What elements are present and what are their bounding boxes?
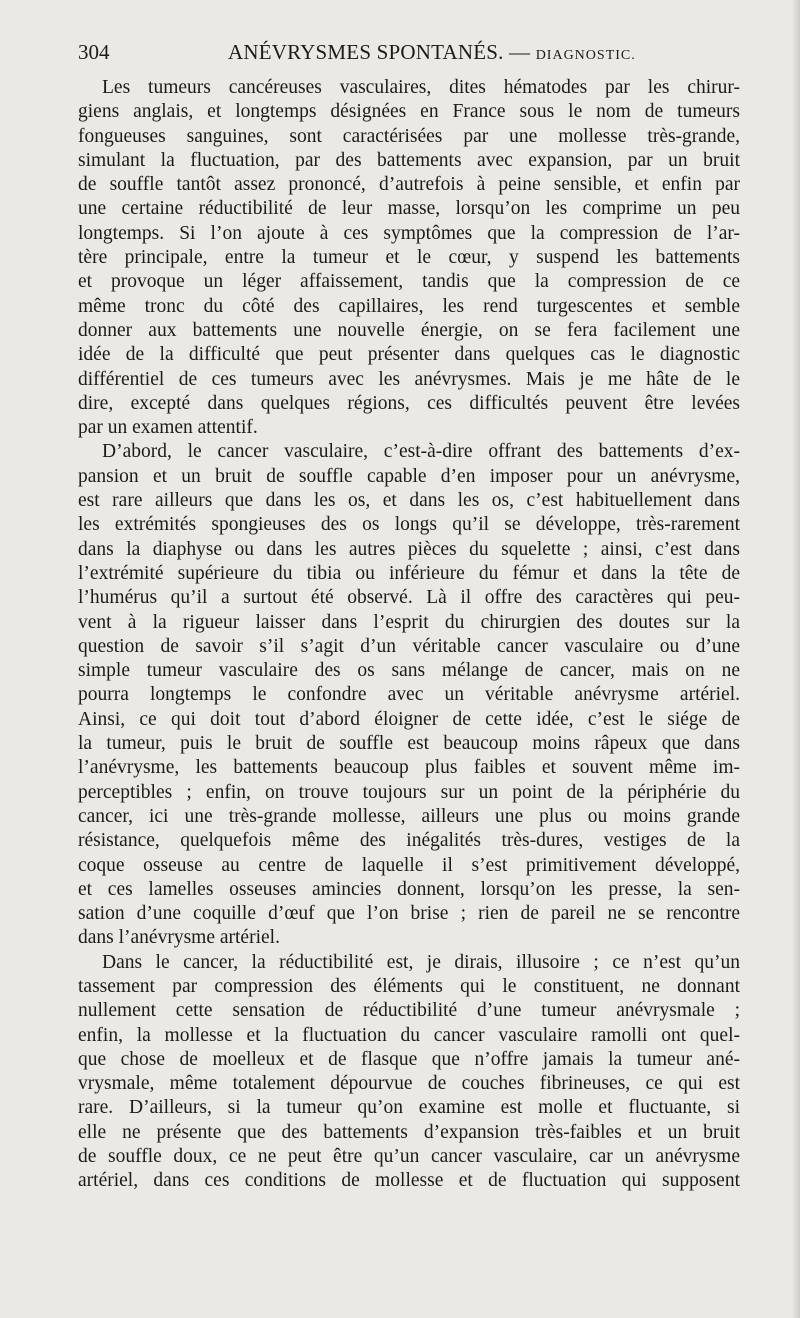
running-section: DIAGNOSTIC. bbox=[535, 48, 636, 63]
page-edge-shadow bbox=[792, 0, 800, 1318]
text-line: l’humérus qu’il a surtout été observé. Là il offre des caractères qui peu- bbox=[78, 587, 740, 609]
running-title bbox=[228, 40, 636, 65]
text-line: perceptibles ; enfin, on trouve toujours sur un point de la périphérie du bbox=[78, 781, 740, 803]
text-line: idée de la difficulté que peut présenter dans quelques cas le diagnostic bbox=[78, 344, 740, 366]
text-line: longtemps. Si l’on ajoute à ces symptômes que la compression de l’ar- bbox=[78, 222, 740, 244]
text-line: cancer, ici une très-grande mollesse, ailleurs une plus ou moins grande bbox=[78, 805, 740, 827]
paragraph-3 bbox=[78, 951, 740, 1194]
text-line: question de savoir s’il s’agit d’un véritable cancer vasculaire ou d’une bbox=[78, 635, 740, 657]
text-line: même tronc du côté des capillaires, les rend turgescentes et semble bbox=[78, 295, 740, 317]
text-line: l’anévrysme, les battements beaucoup plus faibles et souvent même im- bbox=[78, 757, 740, 779]
text-line: fongueuses sanguines, sont caractérisées par une mollesse très-grande, bbox=[78, 125, 740, 147]
running-head bbox=[78, 40, 742, 70]
text-line: simulant la fluctuation, par des battements avec expansion, par un bruit bbox=[78, 149, 740, 171]
text-line: D’abord, le cancer vasculaire, c’est-à-dire offrant des battements d’ex- bbox=[102, 441, 740, 463]
text-line: pourra longtemps le confondre avec un véritable anévrysme artériel. bbox=[78, 684, 740, 706]
text-line: et provoque un léger affaissement, tandis que la compression de ce bbox=[78, 271, 740, 293]
text-line: pansion et un bruit de souffle capable d’en imposer pour un anévrysme, bbox=[78, 465, 740, 487]
body-text bbox=[78, 76, 740, 1194]
text-line: résistance, quelquefois même des inégalités très-dures, vestiges de la bbox=[78, 830, 740, 852]
text-line: les extrémités spongieuses des os longs qu’il se développe, très-rarement bbox=[78, 514, 740, 536]
text-line: vent à la rigueur laisser dans l’esprit du chirurgien des doutes sur la bbox=[78, 611, 740, 633]
text-line: elle ne présente que des battements d’expansion très-faibles et un bruit bbox=[78, 1121, 740, 1143]
text-line: que chose de moelleux et de flasque que n’offre jamais la tumeur ané- bbox=[78, 1048, 740, 1070]
text-line: Dans le cancer, la réductibilité est, je dirais, illusoire ; ce n’est qu’un bbox=[102, 951, 740, 973]
running-head-separator: — bbox=[509, 40, 531, 64]
text-line: et ces lamelles osseuses amincies donnent, lorsqu’on les presse, la sen- bbox=[78, 878, 740, 900]
paragraph-2 bbox=[78, 440, 740, 950]
text-line: la tumeur, puis le bruit de souffle est beaucoup moins râpeux que dans bbox=[78, 733, 740, 755]
text-line: enfin, la mollesse et la fluctuation du cancer vasculaire ramolli ont quel- bbox=[78, 1024, 740, 1046]
text-line: de souffle tantôt assez prononcé, d’autrefois à peine sensible, et enfin par bbox=[78, 174, 740, 196]
text-line: simple tumeur vasculaire des os sans mélange de cancer, mais on ne bbox=[78, 660, 740, 682]
text-line: dans l’anévrysme artériel. bbox=[78, 927, 280, 949]
text-line: tassement par compression des éléments qui le constituent, ne donnant bbox=[78, 975, 740, 997]
paragraph-1 bbox=[78, 76, 740, 440]
text-line: de souffle doux, ce ne peut être qu’un cancer vasculaire, car un anévrysme bbox=[78, 1146, 740, 1168]
text-line: par un examen attentif. bbox=[78, 417, 258, 439]
text-line: l’extrémité supérieure du tibia ou inférieure du fémur et dans la tête de bbox=[78, 562, 740, 584]
text-line: tère principale, entre la tumeur et le cœur, y suspend les battements bbox=[78, 247, 740, 269]
text-line: coque osseuse au centre de laquelle il s’est primitivement développé, bbox=[78, 854, 740, 876]
text-line: est rare ailleurs que dans les os, et dans les os, c’est habituellement dans bbox=[78, 490, 740, 512]
text-line: une certaine réductibilité de leur masse, lorsqu’on les comprime un peu bbox=[78, 198, 740, 220]
text-line: nullement cette sensation de réductibilité d’une tumeur anévrysmale ; bbox=[78, 1000, 740, 1022]
text-line: dire, excepté dans quelques régions, ces difficultés peuvent être levées bbox=[78, 392, 740, 414]
text-line: Ainsi, ce qui doit tout d’abord éloigner de cette idée, c’est le siége de bbox=[78, 708, 740, 730]
text-line: giens anglais, et longtemps désignées en France sous le nom de tumeurs bbox=[78, 101, 740, 123]
text-line: artériel, dans ces conditions de mollesse et de fluctuation qui supposent bbox=[78, 1170, 740, 1192]
running-title-text: ANÉVRYSMES SPONTANÉS. bbox=[228, 40, 504, 64]
page-number: 304 bbox=[78, 40, 110, 64]
text-line: sation d’une coquille d’œuf que l’on brise ; rien de pareil ne se rencontre bbox=[78, 903, 740, 925]
text-line: dans la diaphyse ou dans les autres pièces du squelette ; ainsi, c’est dans bbox=[78, 538, 740, 560]
text-line: rare. D’ailleurs, si la tumeur qu’on examine est molle et fluctuante, si bbox=[78, 1097, 740, 1119]
text-line: différentiel de ces tumeurs avec les anévrysmes. Mais je me hâte de le bbox=[78, 368, 740, 390]
text-line: vrysmale, même totalement dépourvue de couches fibrineuses, ce qui est bbox=[78, 1073, 740, 1095]
text-line: Les tumeurs cancéreuses vasculaires, dites hématodes par les chirur- bbox=[102, 77, 740, 98]
text-line: donner aux battements une nouvelle énergie, on se fera facilement une bbox=[78, 319, 740, 341]
